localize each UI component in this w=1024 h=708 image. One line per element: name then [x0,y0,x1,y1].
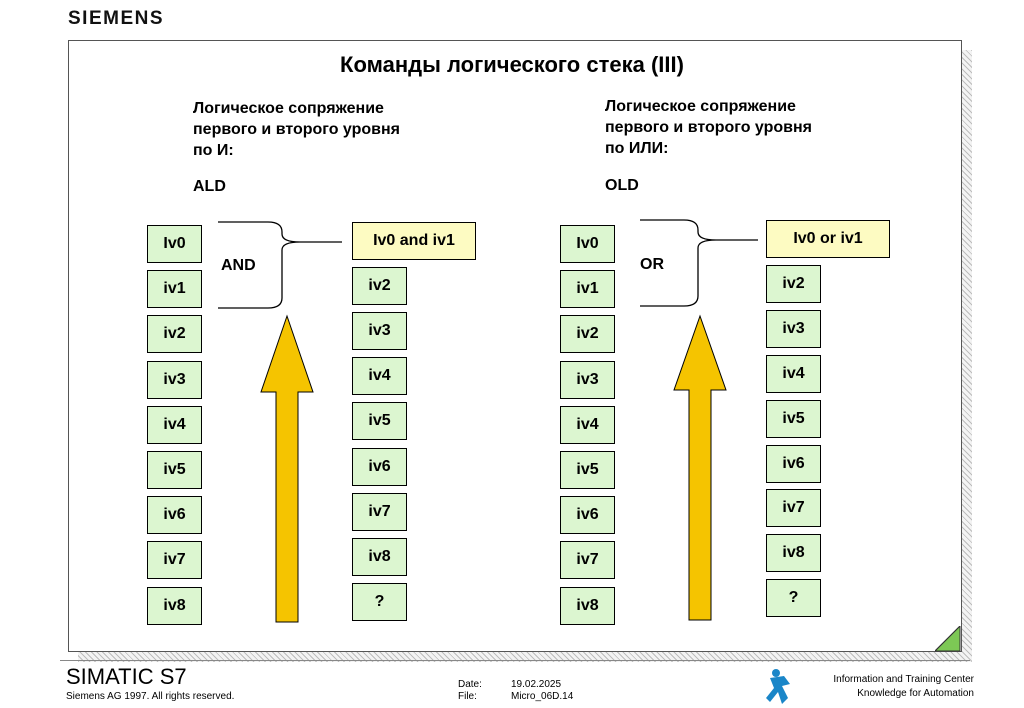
left-subtitle: Логическое сопряжение первого и второго уровня по И: [193,100,400,159]
knowledge-figure-icon [762,668,798,706]
right-after-cell-4: iv5 [766,400,821,438]
right-subtitle: Логическое сопряжение первого и второго уровня по ИЛИ: [605,98,812,157]
left-after-cell-6: iv7 [352,493,407,531]
training-center-line1: Information and Training Center [833,674,974,685]
left-before-cell-8: iv8 [147,587,202,625]
right-after-cell-0: Iv0 or iv1 [766,220,890,258]
training-center-line2: Knowledge for Automation [857,688,974,699]
left-operator: AND [221,257,256,274]
left-after-cell-5: iv6 [352,448,407,486]
right-before-cell-2: iv2 [560,315,615,353]
right-command: OLD [605,177,639,194]
date-value: 19.02.2025 [511,679,562,690]
right-before-cell-4: iv4 [560,406,615,444]
right-before-cell-7: iv7 [560,541,615,579]
left-before-cell-4: iv4 [147,406,202,444]
left-before-cell-2: iv2 [147,315,202,353]
footer-product: SIMATIC S7 [66,664,187,689]
right-after-cell-7: iv8 [766,534,821,572]
right-before-cell-5: iv5 [560,451,615,489]
left-after-cell-3: iv4 [352,357,407,395]
file-label: File: [458,691,477,702]
right-after-cell-5: iv6 [766,445,821,483]
right-before-cell-1: iv1 [560,270,615,308]
left-before-cell-1: iv1 [147,270,202,308]
left-after-cell-8: ? [352,583,407,621]
right-after-cell-3: iv4 [766,355,821,393]
right-after-cell-6: iv7 [766,489,821,527]
up-arrow-icon [674,316,726,620]
left-after-cell-0: Iv0 and iv1 [352,222,476,260]
right-before-cell-8: iv8 [560,587,615,625]
slide-title: Команды логического стека (III) [340,52,684,77]
right-before-cell-3: iv3 [560,361,615,399]
left-after-cell-2: iv3 [352,312,407,350]
training-center [833,673,974,701]
left-before-cell-5: iv5 [147,451,202,489]
up-arrow-icon [261,316,313,622]
left-before-cell-6: iv6 [147,496,202,534]
left-before-cell-7: iv7 [147,541,202,579]
date-label: Date: [458,679,482,690]
left-after-cell-1: iv2 [352,267,407,305]
curly-brace-icon [218,222,342,308]
right-operator: OR [640,256,664,273]
siemens-logo: SIEMENS [68,8,165,29]
file-value: Micro_06D.14 [511,691,574,702]
right-after-cell-1: iv2 [766,265,821,303]
left-before-cell-0: Iv0 [147,225,202,263]
left-before-cell-3: iv3 [147,361,202,399]
right-after-cell-2: iv3 [766,310,821,348]
left-command: ALD [193,178,226,195]
footer-divider [60,660,970,661]
right-after-cell-8: ? [766,579,821,617]
left-after-cell-7: iv8 [352,538,407,576]
footer-rights: Siemens AG 1997. All rights reserved. [66,691,235,702]
right-before-cell-0: Iv0 [560,225,615,263]
left-after-cell-4: iv5 [352,402,407,440]
right-before-cell-6: iv6 [560,496,615,534]
curly-brace-icon [640,220,758,306]
